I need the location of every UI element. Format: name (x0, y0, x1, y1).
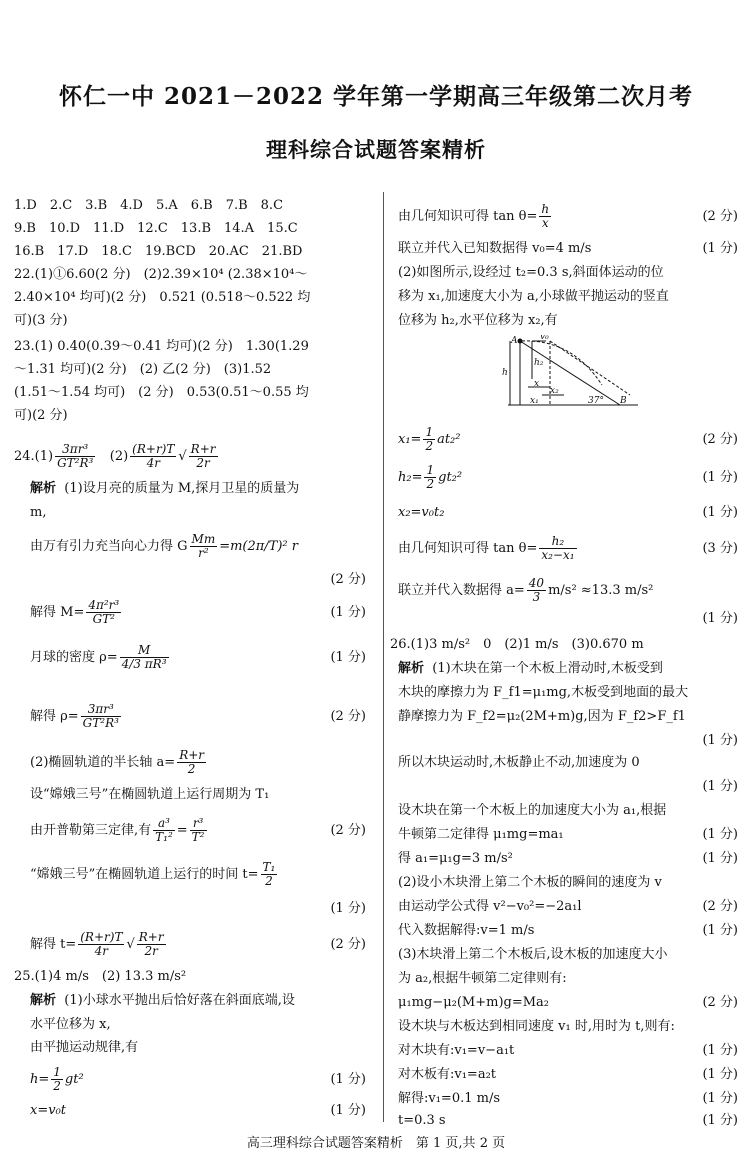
q24-analysis-1b: m, (30, 505, 47, 520)
q25-answer: 25.(1)4 m/s (2) 13.3 m/s² (14, 969, 187, 984)
q25-height-eq: h= $\frac{1}{2}$ gt² (1 分) (30, 1065, 366, 1093)
page-subtitle: 理科综合试题答案精析 (266, 137, 486, 162)
q24-mass-eq: 解得 M= $\frac{\text{4π²r³}}{\text{GT²}}$ (1 分) (30, 598, 366, 626)
q26-analysis-15: 对木块有:v₁=v−a₁t (1 分) (398, 1043, 738, 1058)
q23-line-2: ～1.31 均可)(2 分) (2) 乙(2 分) (3)1.52 (14, 362, 272, 377)
q24-semi-axis: (2)椭圆轨道的半长轴 a= $\frac{R+r}{2}$ (30, 748, 205, 776)
q24-time-result: 解得 t= $\frac{(R+r)T}{4r}$ √ $\frac{R+r}{2r}$ (2 分) (30, 930, 366, 958)
q25-points: (1 分) (702, 611, 738, 626)
answer-row-3: 16.B 17.D 18.C 19.BCD 20.AC 21.BD (14, 244, 303, 259)
q24-kepler-eq: 由开普勒第三定律,有 $\frac{\text{a³}}{\text{T₁²}}$ = $\frac{\text{r³}}{\text{T²}}$ (2 分) (30, 816, 366, 844)
q26-analysis-12: 为 a₂,根据牛顿第二定律则有: (398, 971, 567, 986)
q25-v0-result: 联立并代入已知数据得 v₀=4 m/s (1 分) (398, 241, 738, 256)
q26-analysis-2: 木块的摩擦力为 F_f1=μ₁mg,木板受到地面的最大 (398, 685, 689, 700)
q25-part2-1: (2)如图所示,设经过 t₂=0.3 s,斜面体运动的位 (398, 265, 664, 280)
q24-time-eq: “嫦娥三号”在椭圆轨道上运行的时间 t= $\frac{\text{T₁}}{2}$ (30, 860, 276, 888)
label-x1: x₁ (530, 396, 539, 406)
q23-line-4: 可)(2 分) (14, 408, 68, 423)
q23-line-3: (1.51～1.54 均可) (2 分) 0.53(0.51～0.55 均 (14, 385, 309, 400)
q25-a-result: 联立并代入数据得 a= $\frac{40}{3}$ m/s² ≈13.3 m/s² (398, 576, 654, 604)
label-h2: h₂ (534, 358, 544, 368)
page-footer: 高三理科综合试题答案精析 第 1 页,共 2 页 (246, 1136, 506, 1151)
q22-line-2: 2.40×10⁴ 均可)(2 分) 0.521 (0.518～0.522 均 (14, 290, 311, 305)
q24-answer: 24.(1) $\frac{\text{3πr³}}{\text{GT²R³}}$ (2) $\frac{(R+r)T}{4r}$ √ $\frac{R+r}{2r}$ (14, 442, 216, 470)
q26-analysis-4: 所以木块运动时,木板静止不动,加速度为 0 (398, 755, 640, 770)
label-angle: 37° (588, 396, 604, 406)
q25-x2-eq: x₂=v₀t₂ (1 分) (398, 505, 738, 520)
column-divider (383, 192, 384, 1122)
q25-tan-eq: 由几何知识可得 tan θ= $\frac{h}{x}$ (2 分) (398, 202, 738, 230)
q24-analysis-1: 解析 (1)设月亮的质量为 M,探月卫星的质量为 (30, 481, 300, 496)
projectile-incline-diagram (502, 335, 642, 413)
q25-x1-eq: x₁= $\frac{1}{2}$ at₂² (2 分) (398, 425, 738, 453)
q25-analysis-1: 解析 (1)小球水平抛出后恰好落在斜面底端,设 (30, 993, 295, 1008)
q25-part2-3: 位移为 h₂,水平位移为 x₂,有 (398, 313, 558, 328)
q26-analysis-6: 牛顿第二定律得 μ₁mg=ma₁ (1 分) (398, 827, 738, 842)
page-title: 怀仁一中 2021－2022 学年第一学期高三年级第二次月考 (58, 83, 694, 110)
q24-density-result: 解得 ρ= $\frac{\text{3πr³}}{\text{GT²R³}}$ (2 分) (30, 702, 366, 730)
label-B: B (620, 396, 627, 406)
q22-line-1: 22.(1)①6.60(2 分) (2)2.39×10⁴ (2.38×10⁴～ (14, 267, 308, 282)
q24-points-2: (1 分) (330, 901, 366, 916)
q26-analysis-5: 设木块在第一个木板上的加速度大小为 a₁,根据 (398, 803, 667, 818)
q25-tan-eq-2: 由几何知识可得 tan θ= $\frac{\text{h₂}}{\text{x₂−x₁}}$ (3 分) (398, 534, 738, 562)
q25-h2-eq: h₂= $\frac{1}{2}$ gt₂² (1 分) (398, 463, 738, 491)
q25-analysis-2: 由平抛运动规律,有 (30, 1040, 139, 1055)
label-x2: x₂ (550, 386, 559, 396)
label-A: A (511, 336, 518, 346)
q24-gravity-eq: 由万有引力充当向心力得 G $\frac{Mm}{\text{r²}}$ =m(2π/T)² r (30, 532, 298, 560)
q26-points-2: (1 分) (702, 779, 738, 794)
q26-answer: 26.(1)3 m/s² 0 (2)1 m/s (3)0.670 m (390, 637, 644, 652)
q26-analysis-3: 静摩擦力为 F_f2=μ₂(2M+m)g,因为 F_f2>F_f1 (398, 709, 686, 724)
q26-points-1: (1 分) (702, 733, 738, 748)
q24-density-eq: 月球的密度 ρ= $\frac{M}{\text{4/3 πR³}}$ (1 分) (30, 643, 366, 671)
q26-analysis-8: (2)设小木块滑上第二个木板的瞬间的速度为 v (398, 875, 662, 890)
q25-analysis-1b: 水平位移为 x, (30, 1017, 111, 1032)
q26-analysis-9: 由运动学公式得 v²−v₀²=−2a₁l (2 分) (398, 899, 738, 914)
label-x: x (534, 379, 540, 389)
q26-analysis-14: 设木块与木板达到相同速度 v₁ 时,用时为 t,则有: (398, 1019, 675, 1034)
q25-part2-2: 移为 x₁,加速度大小为 a,小球做平抛运动的竖直 (398, 289, 669, 304)
q26-analysis-1: 解析 (1)木块在第一个木板上滑动时,木板受到 (398, 661, 663, 676)
q26-analysis-16: 对木板有:v₁=a₂t (1 分) (398, 1067, 738, 1082)
q26-analysis-18: t=0.3 s (1 分) (398, 1113, 738, 1128)
q23-line-1: 23.(1) 0.40(0.39～0.41 均可)(2 分) 1.30(1.29 (14, 339, 309, 354)
q24-points: (2 分) (330, 572, 366, 587)
ball-point (518, 339, 523, 344)
q26-analysis-11: (3)木块滑上第二个木板后,设木板的加速度大小 (398, 947, 668, 962)
q26-analysis-7: 得 a₁=μ₁g=3 m/s² (1 分) (398, 851, 738, 866)
q26-analysis-17: 解得:v₁=0.1 m/s (1 分) (398, 1091, 738, 1106)
q22-line-3: 可)(3 分) (14, 313, 68, 328)
q26-analysis-10: 代入数据解得:v=1 m/s (1 分) (398, 923, 738, 938)
q26-analysis-13: μ₁mg−μ₂(M+m)g=Ma₂ (2 分) (398, 995, 738, 1010)
answer-row-1: 1.D 2.C 3.B 4.D 5.A 6.B 7.B 8.C (14, 198, 284, 213)
label-h: h (502, 368, 508, 378)
q24-period-def: 设“嫦娥三号”在椭圆轨道上运行周期为 T₁ (30, 787, 270, 802)
q25-x-eq: x=v₀t (1 分) (30, 1103, 366, 1118)
answer-row-2: 9.B 10.D 11.D 12.C 13.B 14.A 15.C (14, 221, 298, 236)
label-v0: v₀ (540, 335, 549, 342)
